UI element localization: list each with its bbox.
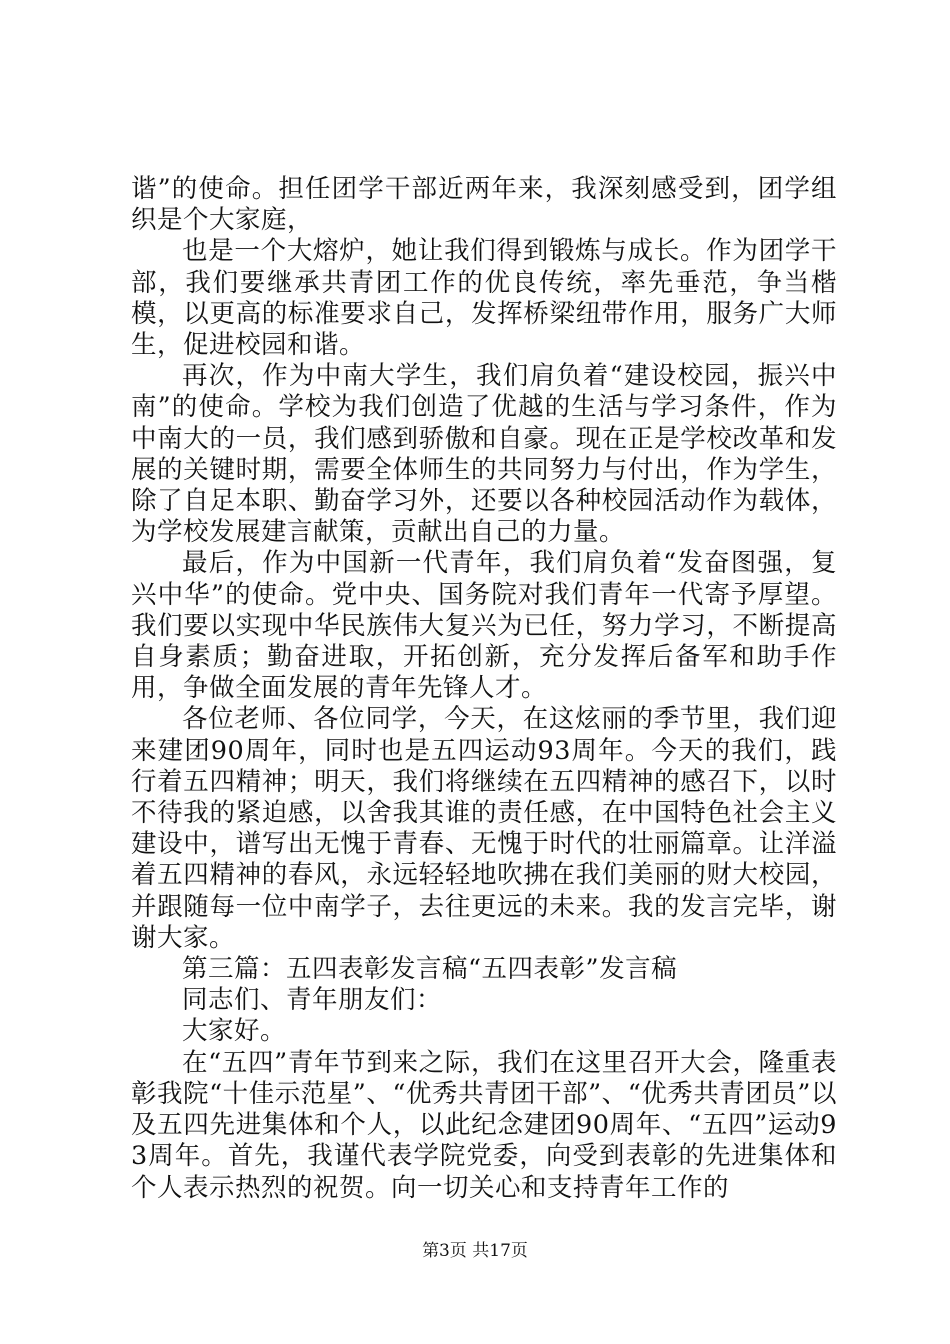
paragraph-continuation: 谐”的使命。担任团学干部近两年来，我深刻感受到，团学组织是个大家庭， <box>131 174 837 236</box>
paragraph: 再次，作为中南大学生，我们肩负着“建设校园，振兴中南”的使命。学校为我们创造了优越的生活与学习条件，作为中南大的一员，我们感到骄傲和自豪。现在正是学校改革和发展的关键时期，需要全体师生的共同努力与付出，作为学生，除了自足本职、勤奋学习外，还要以各种校园活动作为载体，为学校发展建言献策，贡献出自己的力量。 <box>131 361 837 548</box>
page-number-footer: 第3页 共17页 <box>422 1241 528 1261</box>
section-heading: 第三篇：五四表彰发言稿“五四表彰”发言稿 <box>182 954 678 985</box>
document-body <box>131 174 837 1204</box>
paragraph: 各位老师、各位同学，今天，在这炫丽的季节里，我们迎来建团90周年，同时也是五四运动93周年。今天的我们，践行着五四精神；明天，我们将继续在五四精神的感召下，以时不待我的紧迫感，以舍我其谁的责任感，在中国特色社会主义建设中，谱写出无愧于青春、无愧于时代的壮丽篇章。让洋溢着五四精神的春风，永远轻轻地吹拂在我们美丽的财大校园，并跟随每一位中南学子，去往更远的未来。我的发言完毕，谢谢大家。 <box>131 704 837 953</box>
paragraph: 在“五四”青年节到来之际，我们在这里召开大会，隆重表彰我院“十佳示范星”、“优秀共青团干部”、“优秀共青团员”以及五四先进集体和个人，以此纪念建团90周年、“五四”运动93周年。首先，我谨代表学院党委，向受到表彰的先进集体和个人表示热烈的祝贺。向一切关心和支持青年工作的 <box>131 1047 837 1203</box>
paragraph: 也是一个大熔炉，她让我们得到锻炼与成长。作为团学干部，我们要继承共青团工作的优良传统，率先垂范，争当楷模，以更高的标准要求自己，发挥桥梁纽带作用，服务广大师生，促进校园和谐。 <box>131 236 837 361</box>
greeting: 大家好。 <box>182 1016 287 1047</box>
salutation: 同志们、青年朋友们： <box>182 985 443 1016</box>
paragraph: 最后，作为中国新一代青年，我们肩负着“发奋图强，复兴中华”的使命。党中央、国务院对我们青年一代寄予厚望。我们要以实现中华民族伟大复兴为已任，努力学习，不断提高自身素质；勤奋进取，开拓创新，充分发挥后备军和助手作用，争做全面发展的青年先锋人才。 <box>131 548 837 704</box>
